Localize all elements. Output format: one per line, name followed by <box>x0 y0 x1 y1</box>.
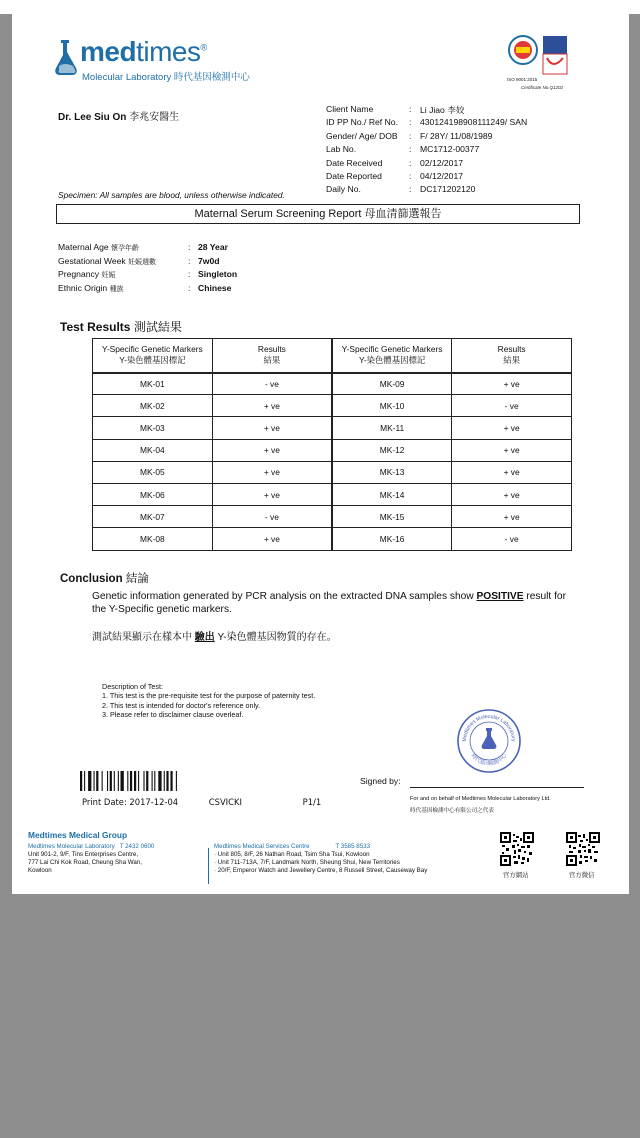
client-row: Date Reported : 04/12/2017 <box>326 170 464 181</box>
marker-cell: MK-06 <box>93 483 213 505</box>
marker-cell: MK-11 <box>332 417 452 439</box>
doctor-name: Dr. Lee Siu On 李兆安醫生 <box>58 112 180 123</box>
client-row: Date Received : 02/12/2017 <box>326 157 464 168</box>
wechat-label: 官方微信 <box>569 872 595 879</box>
result-cell: + ve <box>452 506 572 528</box>
certification-logos <box>507 34 579 94</box>
result-cell: + ve <box>452 483 572 505</box>
maternal-info <box>58 242 378 296</box>
marker-cell: MK-02 <box>93 395 213 417</box>
specimen-note: Specimen: All samples are blood, unless otherwise indicated. <box>58 190 285 200</box>
conclusion-text-zh: 測試結果顯示在樣本中 驗出 Y-染色體基因物質的存在。 <box>92 632 337 643</box>
marker-cell: MK-09 <box>332 373 452 395</box>
table-row <box>93 483 572 505</box>
website-label: 官方網站 <box>503 872 529 879</box>
table-row <box>93 461 572 483</box>
marker-cell: MK-03 <box>93 417 213 439</box>
test-results-heading: Test Results 測試結果 <box>60 320 182 334</box>
footer <box>12 826 629 894</box>
maternal-row: Ethnic Origin 種族 : Chinese <box>58 282 232 293</box>
result-cell: - ve <box>212 373 332 395</box>
marker-cell: MK-13 <box>332 461 452 483</box>
result-cell: + ve <box>212 483 332 505</box>
result-column-header: Results 結果 <box>452 339 572 373</box>
print-info <box>82 797 321 807</box>
table-row <box>93 506 572 528</box>
report-document <box>12 14 629 894</box>
result-column-header: Results 結果 <box>212 339 332 373</box>
client-row: Client Name : Li Jiao 李姣 <box>326 104 465 115</box>
client-row: Gender/ Age/ DOB : F/ 28Y/ 11/08/1989 <box>326 130 493 141</box>
signed-by-label: Signed by: <box>360 776 401 786</box>
lab-stamp-icon <box>456 708 522 774</box>
svg-text:Medtimes Molecular Laboratory: Medtimes Molecular Laboratory <box>461 713 517 742</box>
marker-cell: MK-16 <box>332 528 452 550</box>
medtimes-logo <box>52 36 312 84</box>
brand-subtitle: Molecular Laboratory 時代基因檢測中心 <box>82 72 250 83</box>
signature-line <box>410 787 584 788</box>
page-number: P1/1 <box>302 797 322 807</box>
iso-text: ISO 9001:2015 <box>507 77 538 82</box>
group-name: Medtimes Medical Group <box>28 830 128 840</box>
result-cell: + ve <box>452 373 572 395</box>
result-cell: - ve <box>452 528 572 550</box>
lab-address: Medtimes Molecular Laboratory T 2432 0600 Unit 901-2, 9/F, Tins Enterprises Centre, 777 Lai Chi Kok Road, Cheung Sha Wan, Kowloon <box>28 843 155 874</box>
result-cell: + ve <box>452 417 572 439</box>
marker-cell: MK-10 <box>332 395 452 417</box>
table-row <box>93 395 572 417</box>
result-cell: - ve <box>452 395 572 417</box>
maternal-row: Pregnancy 妊娠 : Singleton <box>58 269 238 279</box>
certificate-number: Certificate No.Q1202 <box>521 85 564 90</box>
wechat-qr-code-icon[interactable] <box>566 832 600 866</box>
flask-logo-icon <box>52 38 80 78</box>
positive-result: POSITIVE <box>476 591 524 602</box>
client-info <box>326 104 606 198</box>
svg-text:時代基因檢測中心: 時代基因檢測中心 <box>469 752 509 768</box>
table-row <box>93 373 572 395</box>
marker-cell: MK-08 <box>93 528 213 550</box>
result-cell: + ve <box>212 439 332 461</box>
maternal-row: Gestational Week 妊娠週數 : 7w0d <box>58 255 220 266</box>
maternal-row: Maternal Age 懷孕年齡 : 28 Year <box>58 242 228 252</box>
certification-badge-icon <box>507 34 579 76</box>
result-cell: + ve <box>452 439 572 461</box>
centre-address: Medtimes Medical Services Centre T 3585 8533 · Unit 805, 8/F, 26 Nathan Road, Tsim Sha Tsui, Kowloon · Unit 711-713A, 7/F, Landmark North, Sheung Shui, New Territories · 20/F, Emperor Watch and Jewellery Centre, 8 Russell Street, Causeway Bay <box>214 843 428 874</box>
result-cell: + ve <box>212 461 332 483</box>
result-cell: + ve <box>212 395 332 417</box>
report-title: Maternal Serum Screening Report 母血清篩選報告 <box>56 204 580 224</box>
brand-name: medtimes® <box>80 36 207 67</box>
result-cell: + ve <box>212 528 332 550</box>
client-row: ID PP No./ Ref No. : 430124198908111249/ SAN <box>326 117 528 128</box>
print-date: Print Date: 2017-12-04 <box>82 797 179 807</box>
table-row <box>93 528 572 550</box>
result-cell: - ve <box>212 506 332 528</box>
print-user: CSVICKI <box>208 797 242 807</box>
marker-cell: MK-04 <box>93 439 213 461</box>
on-behalf-text: For and on behalf of Medtimes Molecular Laboratory Ltd. 時代基因檢測中心有限公司之代表 <box>410 796 551 814</box>
conclusion-text: Genetic information generated by PCR analysis on the extracted DNA samples show POSITIVE result for the Y-Specific genetic markers. <box>92 591 566 615</box>
marker-cell: MK-15 <box>332 506 452 528</box>
table-row <box>93 417 572 439</box>
marker-cell: MK-05 <box>93 461 213 483</box>
table-header-row <box>93 339 572 373</box>
barcode-icon <box>80 771 210 791</box>
marker-cell: MK-07 <box>93 506 213 528</box>
top-bar <box>0 0 640 14</box>
table-row <box>93 439 572 461</box>
client-row: Daily No. : DC171202120 <box>326 184 476 195</box>
marker-column-header: Y-Specific Genetic Markers Y-染色體基因標記 <box>93 339 213 373</box>
client-row: Lab No. : MC1712-00377 <box>326 144 480 155</box>
marker-cell: MK-01 <box>93 373 213 395</box>
qr-code-icon[interactable] <box>500 832 534 866</box>
result-cell: + ve <box>452 461 572 483</box>
marker-cell: MK-14 <box>332 483 452 505</box>
conclusion-heading: Conclusion 結論 <box>60 573 149 585</box>
results-table <box>92 338 572 551</box>
marker-column-header: Y-Specific Genetic Markers Y-染色體基因標記 <box>332 339 452 373</box>
result-cell: + ve <box>212 417 332 439</box>
footer-divider <box>208 848 209 884</box>
test-description: Description of Test: 1. This test is the pre-requisite test for the purpose of paternity test. 2. This test is intended for doctor's reference only. 3. Please refer to disclaimer clause overleaf. <box>102 682 316 720</box>
marker-cell: MK-12 <box>332 439 452 461</box>
